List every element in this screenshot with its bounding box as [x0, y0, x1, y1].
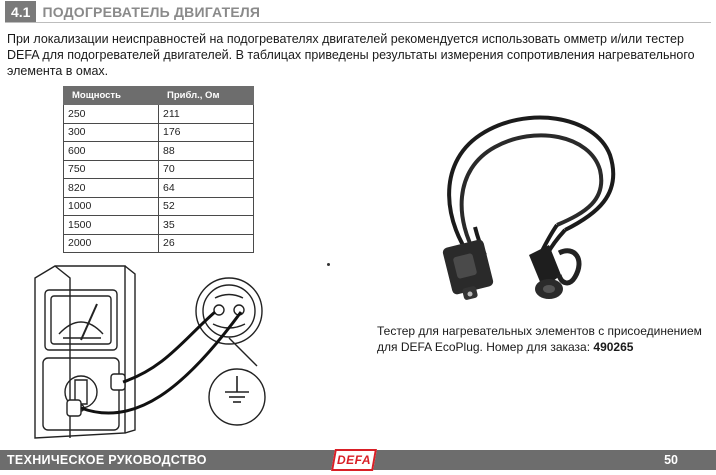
tester-caption — [377, 323, 712, 355]
stray-dot — [327, 263, 330, 266]
table-row — [64, 105, 254, 124]
cell-power: 600 — [64, 142, 159, 161]
table-row — [64, 123, 254, 142]
defa-logo — [331, 449, 377, 471]
resistance-table — [63, 86, 254, 253]
table-row — [64, 179, 254, 198]
cell-power: 2000 — [64, 234, 159, 253]
cell-ohm: 64 — [159, 179, 254, 198]
cell-power: 1000 — [64, 197, 159, 216]
cell-power: 820 — [64, 179, 159, 198]
cell-ohm: 88 — [159, 142, 254, 161]
tester-cable-image — [425, 95, 625, 310]
section-header — [5, 1, 711, 23]
page-number: 50 — [664, 453, 678, 467]
header-divider — [5, 22, 711, 23]
table-row — [64, 160, 254, 179]
cell-power: 750 — [64, 160, 159, 179]
order-number: 490265 — [593, 340, 634, 354]
table-row — [64, 216, 254, 235]
cell-ohm: 35 — [159, 216, 254, 235]
cell-power: 1500 — [64, 216, 159, 235]
table-row — [64, 197, 254, 216]
table-row — [64, 142, 254, 161]
logo-text: DEFA — [336, 453, 371, 467]
section-title: ПОДОГРЕВАТЕЛЬ ДВИГАТЕЛЯ — [42, 4, 261, 20]
cell-ohm: 176 — [159, 123, 254, 142]
column-header-power: Мощность — [64, 87, 159, 105]
cell-ohm: 211 — [159, 105, 254, 124]
table-row — [64, 234, 254, 253]
ohmmeter-diagram — [15, 258, 280, 443]
cell-ohm: 52 — [159, 197, 254, 216]
column-header-ohm: Прибл., Ом — [159, 87, 254, 105]
caption-text: Тестер для нагревательных элементов с присоединением для DEFA EcoPlug. Номер для заказа: — [377, 324, 702, 354]
table-header-row — [64, 87, 254, 105]
cell-ohm: 26 — [159, 234, 254, 253]
intro-paragraph: При локализации неисправностей на подогревателях двигателей рекомендуется использовать омметр и/или тестер DEFA для подогревателей двигателей. В таблицах приведены результаты измерения сопротивления нагревательного элемента в омах. — [7, 32, 695, 78]
section-number: 4.1 — [5, 1, 36, 23]
cell-power: 250 — [64, 105, 159, 124]
footer-title: ТЕХНИЧЕСКОЕ РУКОВОДСТВО — [7, 453, 207, 467]
cell-ohm: 70 — [159, 160, 254, 179]
cell-power: 300 — [64, 123, 159, 142]
